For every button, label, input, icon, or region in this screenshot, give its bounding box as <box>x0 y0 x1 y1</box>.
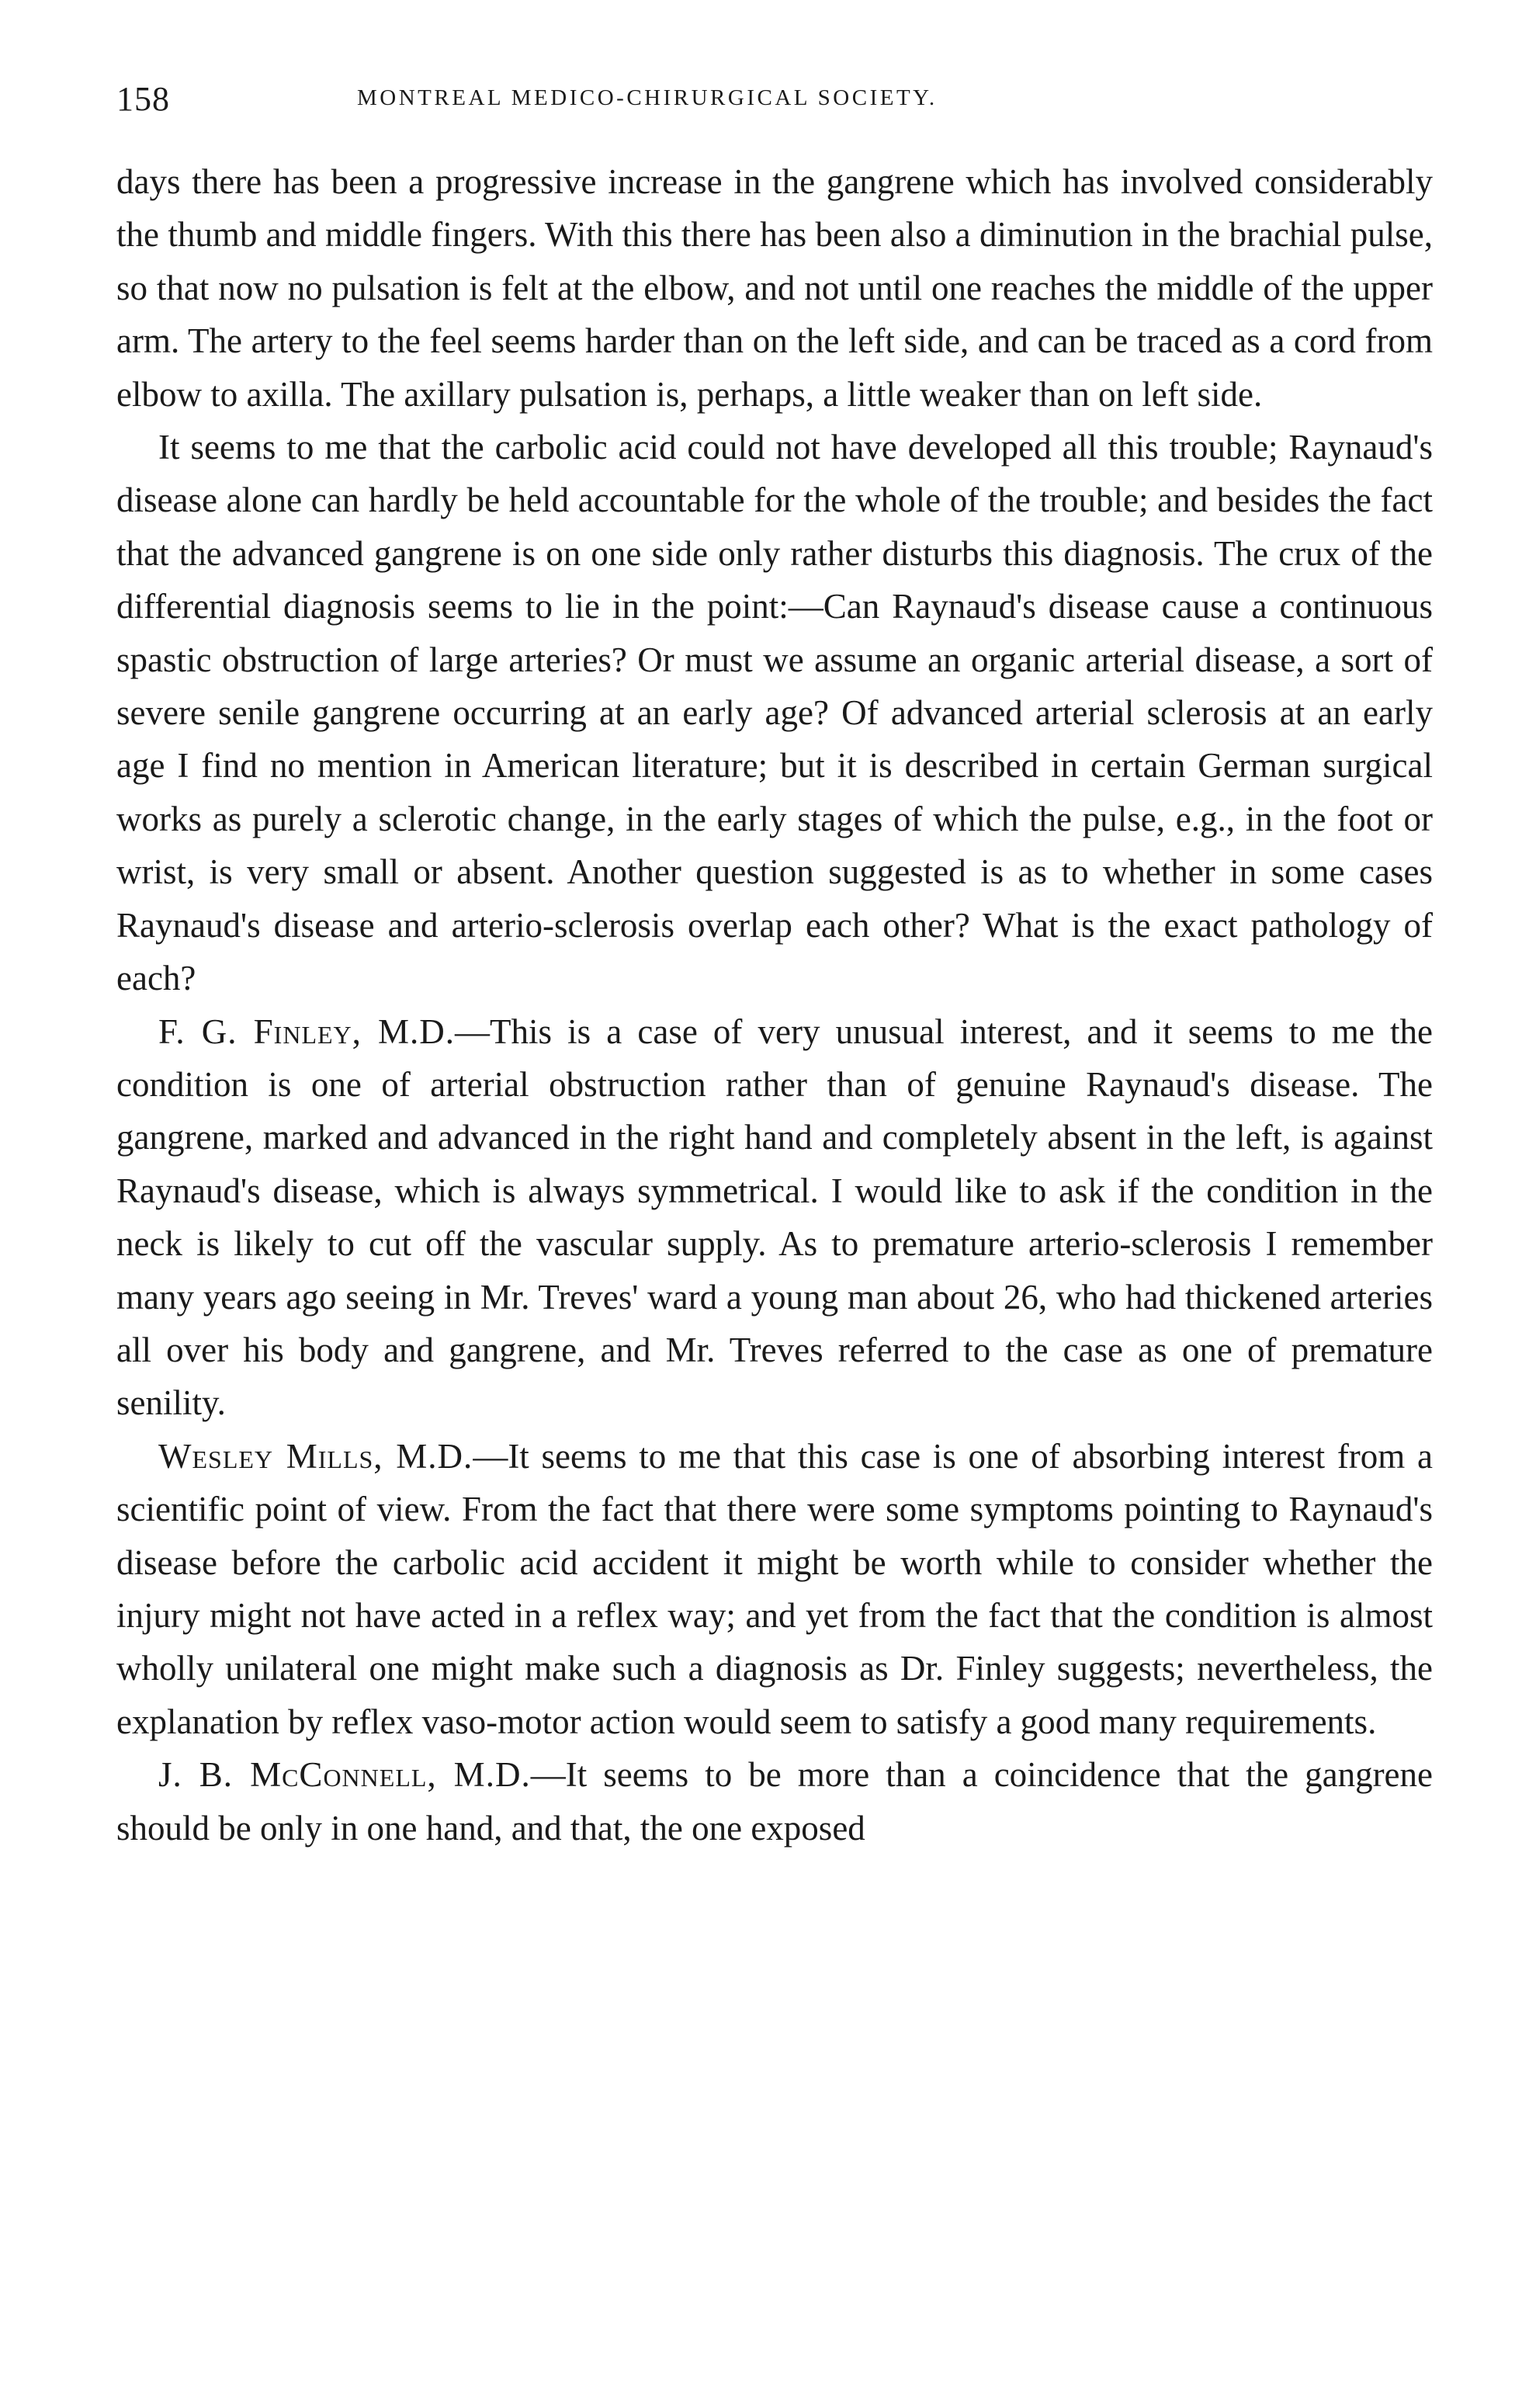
body-text <box>116 155 1433 1855</box>
paragraph-text: —It seems to me that this case is one of absorbing interest from a scientific point of view. From the fact that there were some symptoms pointing to Raynaud's disease before the carbolic acid accident it might be worth while to consider whether the injury might not have acted in a reflex way; and yet from the fact that the condition is almost wholly unilateral one might make such a diagnosis as Dr. Finley suggests; nevertheless, the explanation by reflex vaso-motor action would seem to satisfy a good many requirements. <box>116 1436 1434 1741</box>
page-number: 158 <box>116 80 170 118</box>
paragraph-discussion <box>116 421 1433 1004</box>
paragraph-mcconnell <box>116 1748 1433 1855</box>
paragraph-text: —This is a case of very unusual interest, and it seems to me the condition is one of arterial obstruction rather than of genuine Raynaud's disease. The gangrene, marked and advanced in the right hand and completely absent in the left, is against Raynaud's disease, which is always symmetrical. I would like to ask if the condition in the neck is likely to cut off the vascular supply. As to premature arterio-sclerosis I remember many years ago seeing in Mr. Treves' ward a young man about 26, who had thickened arteries all over his body and gangrene, and Mr. Treves referred to the case as one of premature senility. <box>116 1011 1433 1423</box>
running-title: MONTREAL MEDICO-CHIRURGICAL SOCIETY. <box>357 85 938 110</box>
paragraph-mills <box>116 1430 1433 1748</box>
paragraph-continuation <box>116 155 1433 421</box>
speaker-name: Wesley Mills, M.D. <box>158 1436 473 1476</box>
paragraph-text: —It seems to be more than a coincidence that the gangrene should be only in one hand, and that, the one exposed <box>116 1755 1433 1848</box>
running-head <box>116 79 1428 123</box>
paragraph-finley <box>116 1005 1433 1430</box>
paragraph-text: It seems to me that the carbolic acid could not have developed all this trouble; Raynaud's disease alone can hardly be held accountable for the whole of the trouble; and besides the fact that the advanced gangrene is on one side only rather disturbs this diagnosis. The crux of the differential diagnosis seems to lie in the point:—Can Raynaud's disease cause a continuous spastic obstruction of large arteries? Or must we assume an organic arterial disease, a sort of severe senile gangrene occurring at an early age? Of advanced arterial sclerosis at an early age I find no mention in American literature; but it is described in certain German surgical works as purely a sclerotic change, in the early stages of which the pulse, e.g., in the foot or wrist, is very small or absent. Another question suggested is as to whether in some cases Raynaud's disease and arterio-sclerosis overlap each other? What is the exact pathology of each? <box>116 428 1433 998</box>
paragraph-text: days there has been a progressive increase in the gangrene which has involved considerably the thumb and middle fingers. With this there has been also a diminution in the brachial pulse, so that now no pulsation is felt at the elbow, and not until one reaches the middle of the upper arm. The artery to the feel seems harder than on the left side, and can be traced as a cord from elbow to axilla. The axillary pulsation is, perhaps, a little weaker than on left side. <box>116 162 1433 414</box>
speaker-name: J. B. McConnell, M.D. <box>158 1755 531 1795</box>
speaker-name: F. G. Finley, M.D. <box>158 1011 456 1051</box>
